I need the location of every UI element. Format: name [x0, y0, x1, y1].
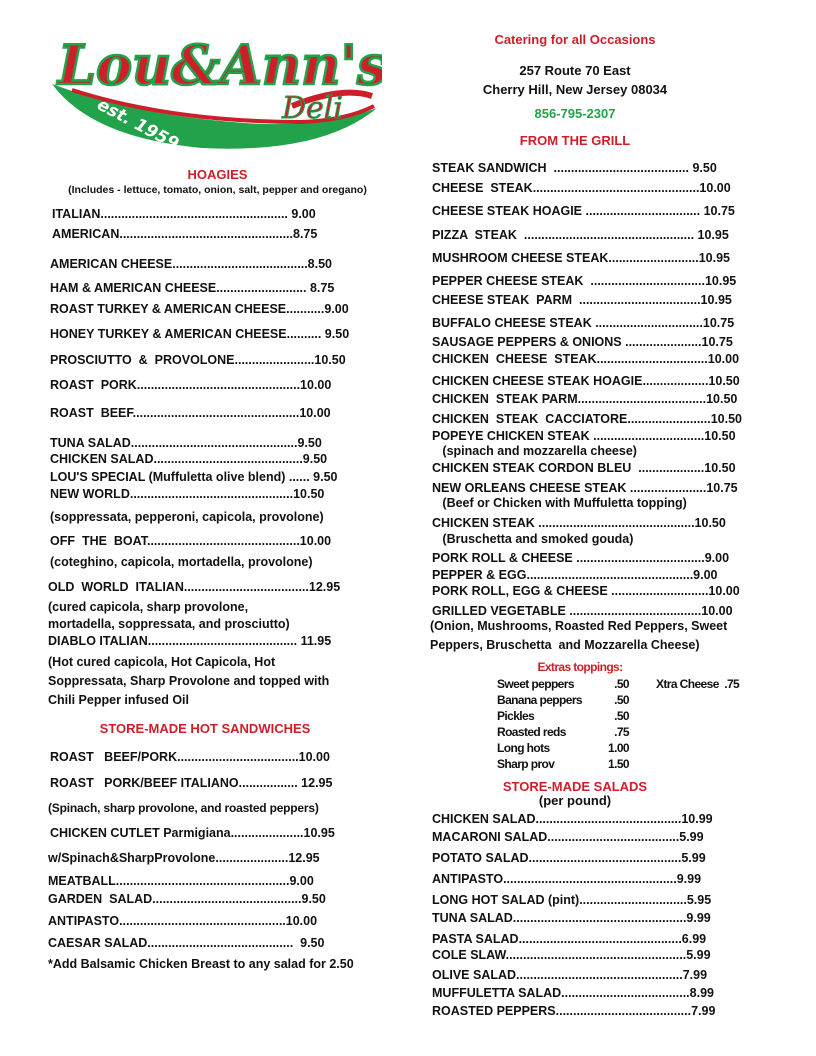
menu-item: CHEESE STEAK HOAGIE ................................. 10.75	[432, 204, 735, 218]
menu-item: GARDEN SALAD...........................................9.50	[48, 892, 326, 906]
menu-item: BUFFALO CHEESE STEAK ...............................10.75	[432, 316, 735, 330]
menu-item: PEPPER & EGG................................................9.00	[432, 568, 718, 582]
extra-name: Sharp prov	[497, 757, 555, 771]
logo-swoosh-graphic	[52, 26, 382, 152]
extra-price: 1.50	[608, 757, 629, 771]
menu-item: PORK ROLL, EGG & CHEESE ............................10.00	[432, 584, 740, 598]
menu-item: ROAST PORK...............................................10.00	[50, 378, 332, 392]
menu-item: ROAST BEEF................................................10.00	[50, 406, 331, 420]
logo-est: est. 1959	[93, 94, 183, 152]
extra-name: Banana peppers	[497, 693, 582, 707]
menu-item: OLIVE SALAD................................................7.99	[432, 968, 708, 982]
extras-list	[497, 676, 637, 776]
menu-item: ITALIAN...................................................... 9.00	[52, 207, 316, 221]
extra-name: Pickles	[497, 709, 535, 723]
menu-item: CHICKEN SALAD..........................................10.99	[432, 812, 713, 826]
menu-item: PIZZA STEAK ................................................. 10.95	[432, 228, 729, 242]
menu-item: LOU'S SPECIAL (Muffuletta olive blend) ...... 9.50	[50, 470, 338, 484]
address-line-2: Cherry Hill, New Jersey 08034	[482, 82, 668, 97]
menu-item: CHICKEN STEAK PARM.....................................10.50	[432, 392, 738, 406]
logo-sub: Deli	[282, 91, 343, 126]
menu-note: Soppressata, Sharp Provolone and topped with	[48, 674, 330, 688]
menu-item: POPEYE CHICKEN STEAK ................................10.50	[432, 429, 736, 443]
menu-item: LONG HOT SALAD (pint)...............................5.95	[432, 893, 712, 907]
extra-price: .50	[614, 709, 629, 723]
menu-item: AMERICAN CHEESE.......................................8.50	[50, 257, 333, 271]
menu-item: CHEESE STEAK................................................10.00	[432, 181, 731, 195]
menu-item: PORK ROLL & CHEESE .....................................9.00	[432, 551, 730, 565]
menu-item: CHICKEN STEAK .............................................10.50	[432, 516, 726, 530]
menu-item: PASTA SALAD...............................................6.99	[432, 932, 707, 946]
menu-item: CHICKEN STEAK CORDON BLEU ...................10.50	[432, 461, 736, 475]
catering-tagline: Catering for all Occasions	[494, 32, 656, 47]
menu-note: (Spinach, sharp provolone, and roasted peppers)	[48, 801, 319, 815]
menu-item: OLD WORLD ITALIAN....................................12.95	[48, 580, 341, 594]
menu-item: MUFFULETTA SALAD.....................................8.99	[432, 986, 714, 1000]
grill-title: FROM THE GRILL	[519, 133, 631, 148]
menu-item: DIABLO ITALIAN........................................... 11.95	[48, 634, 332, 648]
menu-item: ANTIPASTO................................................10.00	[48, 914, 318, 928]
menu-note: Peppers, Bruschetta and Mozzarella Cheese)	[430, 638, 700, 652]
menu-item: GRILLED VEGETABLE ......................................10.00	[432, 604, 733, 618]
menu-item: PROSCIUTTO & PROVOLONE.......................10.50	[50, 353, 346, 367]
menu-item: SAUSAGE PEPPERS & ONIONS ......................10.75	[432, 335, 733, 349]
menu-note: (Bruschetta and smoked gouda)	[432, 532, 634, 546]
menu-item: POTATO SALAD............................................5.99	[432, 851, 706, 865]
menu-item: CAESAR SALAD.......................................... 9.50	[48, 936, 325, 950]
menu-item: ROAST PORK/BEEF ITALIANO................. 12.95	[50, 776, 333, 790]
menu-item: AMERICAN..................................................8.75	[52, 227, 318, 241]
extra-name: Sweet peppers	[497, 677, 574, 691]
menu-item: NEW ORLEANS CHEESE STEAK ......................10.75	[432, 481, 738, 495]
menu-note: (cured capicola, sharp provolone,	[48, 600, 249, 614]
menu-item: HONEY TURKEY & AMERICAN CHEESE.......... 9.50	[50, 327, 350, 341]
salads-subtitle: (per pound)	[538, 793, 612, 808]
menu-item: CHICKEN STEAK CACCIATORE........................10.50	[432, 412, 743, 426]
menu-item: ROAST BEEF/PORK...................................10.00	[50, 750, 330, 764]
menu-item: NEW WORLD...............................................10.50	[50, 487, 325, 501]
menu-item: TUNA SALAD................................................9.50	[50, 436, 322, 450]
extra-price: 1.00	[608, 741, 629, 755]
hoagies-title: HOAGIES	[187, 167, 248, 182]
extra-price: .50	[614, 693, 629, 707]
menu-item: ROASTED PEPPERS.......................................7.99	[432, 1004, 716, 1018]
menu-item: ROAST TURKEY & AMERICAN CHEESE...........9.00	[50, 302, 349, 316]
phone-number: 856-795-2307	[534, 106, 616, 121]
menu-item: MEATBALL..................................................9.00	[48, 874, 314, 888]
menu-note: (Beef or Chicken with Muffuletta topping)	[432, 496, 687, 510]
logo-brand-name: Lou&Ann's	[58, 33, 382, 97]
menu-note: mortadella, soppressata, and prosciutto)	[48, 617, 290, 631]
menu-item: CHEESE STEAK PARM ...................................10.95	[432, 293, 732, 307]
extras-title: Extras toppings:	[537, 660, 623, 674]
address-line-1: 257 Route 70 East	[519, 63, 631, 78]
menu-item: w/Spinach&SharpProvolone.....................12.95	[48, 851, 320, 865]
menu-item: COLE SLAW....................................................5.99	[432, 948, 711, 962]
menu-note: Chili Pepper infused Oil	[48, 693, 189, 707]
salads-title: STORE-MADE SALADS	[502, 779, 648, 794]
extra-price: .75	[614, 725, 629, 739]
extra-name: Long hots	[497, 741, 550, 755]
menu-item: ANTIPASTO..................................................9.99	[432, 872, 702, 886]
extra-price: .50	[614, 677, 629, 691]
menu-note: (Hot cured capicola, Hot Capicola, Hot	[48, 655, 276, 669]
extra-cheese: Xtra Cheese .75	[656, 677, 740, 691]
menu-item: TUNA SALAD..................................................9.99	[432, 911, 711, 925]
extra-name: Roasted reds	[497, 725, 566, 739]
menu-note: *Add Balsamic Chicken Breast to any salad for 2.50	[48, 957, 354, 971]
menu-item: HAM & AMERICAN CHEESE.......................... 8.75	[50, 281, 335, 295]
hot-sandwiches-title: STORE-MADE HOT SANDWICHES	[99, 721, 311, 736]
hoagies-subtitle: (Includes - lettuce, tomato, onion, salt, pepper and oregano)	[68, 184, 367, 196]
menu-item: MUSHROOM CHEESE STEAK..........................10.95	[432, 251, 730, 265]
deli-logo	[52, 26, 382, 152]
menu-note: (Onion, Mushrooms, Roasted Red Peppers, Sweet	[430, 619, 728, 633]
menu-item: OFF THE BOAT............................................10.00	[50, 534, 332, 548]
menu-item: CHICKEN CHEESE STEAK HOAGIE...................10.50	[432, 374, 740, 388]
menu-note: (spinach and mozzarella cheese)	[432, 444, 637, 458]
menu-note: (soppressata, pepperoni, capicola, provolone)	[50, 510, 324, 524]
menu-item: CHICKEN CHEESE STEAK................................10.00	[432, 352, 740, 366]
menu-item: CHICKEN CUTLET Parmigiana.....................10.95	[50, 826, 335, 840]
menu-item: CHICKEN SALAD...........................................9.50	[50, 452, 328, 466]
menu-item: MACARONI SALAD......................................5.99	[432, 830, 704, 844]
menu-item: PEPPER CHEESE STEAK .................................10.95	[432, 274, 737, 288]
menu-note: (coteghino, capicola, mortadella, provolone)	[50, 555, 313, 569]
menu-item: STEAK SANDWICH ....................................... 9.50	[432, 161, 717, 175]
